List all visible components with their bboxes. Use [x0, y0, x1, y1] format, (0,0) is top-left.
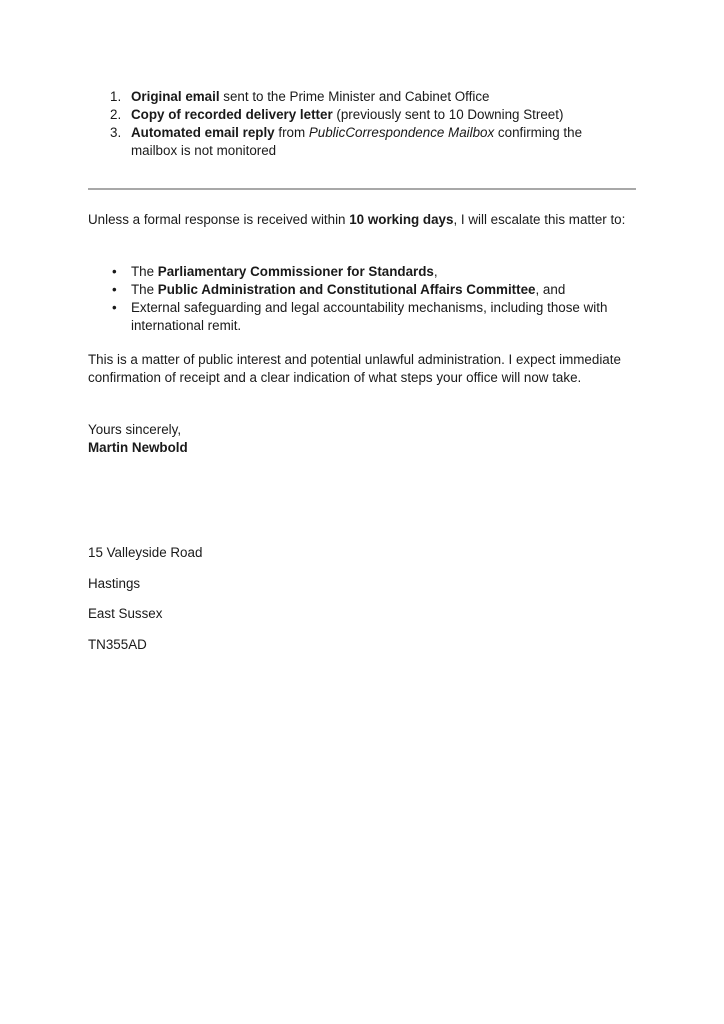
list-item: 3. Automated email reply from PublicCorrespondence Mailbox confirming the mailbox is not monitored: [110, 125, 583, 158]
list-item: • The Parliamentary Commissioner for Standards,: [112, 264, 438, 279]
address-line: TN355AD: [88, 637, 147, 652]
list-item: • External safeguarding and legal accountability mechanisms, including those with international remit.: [112, 300, 608, 333]
signatory-name: Martin Newbold: [88, 440, 188, 455]
signature-block: [88, 421, 640, 457]
signoff: Yours sincerely,: [88, 422, 182, 437]
enclosure-list: [88, 88, 640, 160]
escalation-list: [88, 263, 640, 335]
list-item: • The Public Administration and Constitutional Affairs Committee, and: [112, 282, 566, 297]
address-line: Hastings: [88, 576, 141, 591]
horizontal-divider: [88, 188, 636, 190]
address-line: 15 Valleyside Road: [88, 545, 203, 560]
list-item: 1. Original email sent to the Prime Minister and Cabinet Office: [110, 89, 490, 104]
address-line: East Sussex: [88, 606, 163, 621]
escalation-paragraph: Unless a formal response is received within 10 working days, I will escalate this matter to:: [88, 212, 626, 227]
closing-paragraph: This is a matter of public interest and potential unlawful administration. I expect immediate confirmation of receipt and a clear indication of what steps your office will now take.: [88, 352, 621, 385]
list-item: 2. Copy of recorded delivery letter (previously sent to 10 Downing Street): [110, 107, 564, 122]
